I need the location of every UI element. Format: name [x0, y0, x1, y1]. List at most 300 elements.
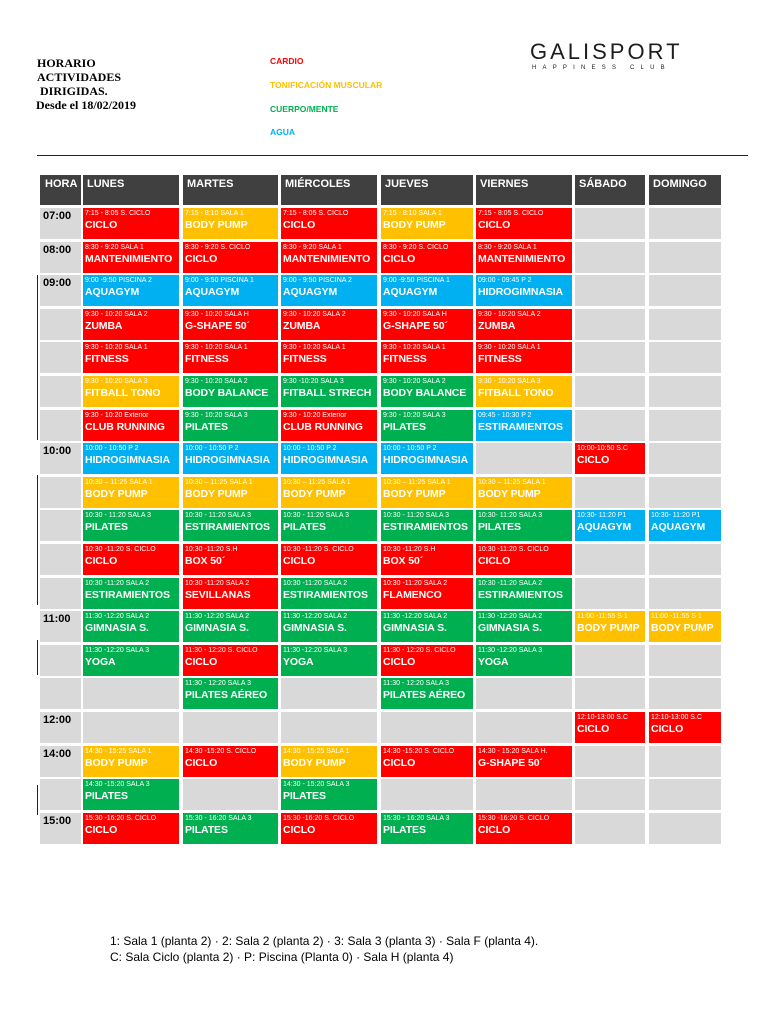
- class-name: BODY PUMP: [283, 488, 346, 500]
- empty-slot: [281, 678, 377, 709]
- empty-slot: [649, 242, 721, 273]
- class-time: 10:30 -11:20 S. CICLO: [283, 546, 354, 553]
- class-time: 8:30 - 9:20 SALA 1: [283, 244, 342, 251]
- class-slot: [381, 645, 473, 676]
- class-name: BODY BALANCE: [185, 387, 269, 399]
- class-slot: [83, 746, 179, 777]
- class-slot: [83, 376, 179, 407]
- class-name: CICLO: [283, 555, 316, 567]
- time-cell: 14:00: [40, 746, 81, 777]
- class-name: CICLO: [85, 555, 118, 567]
- class-name: BODY PUMP: [283, 757, 346, 769]
- empty-slot: [649, 342, 721, 373]
- time-cell: 12:00: [40, 712, 81, 743]
- empty-slot: [575, 275, 645, 306]
- class-time: 9:30 - 10:20 SALA 3: [185, 412, 248, 419]
- class-slot: [575, 611, 645, 642]
- class-time: 10:30 -11:20 S. CICLO: [478, 546, 549, 553]
- class-name: AQUAGYM: [283, 286, 338, 298]
- class-time: 9:00 -9:50 PISCINA 1: [383, 277, 450, 284]
- class-name: FITBALL STRECH: [283, 387, 372, 399]
- class-time: 11:00 -11:55 S 1: [651, 613, 702, 620]
- class-name: ESTIRAMIENTOS: [478, 589, 563, 601]
- class-time: 10:30 - 11:20 SALA 3: [283, 512, 350, 519]
- class-slot: [381, 813, 473, 844]
- class-name: CICLO: [577, 723, 610, 735]
- class-slot: [281, 342, 377, 373]
- class-slot: [476, 309, 572, 340]
- class-time: 9:00 - 9:50 PISCINA 2: [283, 277, 352, 284]
- class-slot: [575, 510, 645, 541]
- class-time: 11:30 - 12:20 SALA 3: [383, 680, 450, 687]
- class-slot: [381, 410, 473, 441]
- class-time: 14:30 - 15:25 SALA 1: [283, 748, 350, 755]
- margin-line: [37, 475, 38, 605]
- time-cell: 07:00: [40, 208, 81, 239]
- class-name: PILATES: [383, 824, 426, 836]
- class-slot: [476, 611, 572, 642]
- empty-slot: [649, 477, 721, 508]
- class-slot: [281, 443, 377, 474]
- header-divider: [37, 155, 748, 156]
- class-name: YOGA: [478, 656, 509, 668]
- class-time: 09:00 - 09:45 P 2: [478, 277, 532, 284]
- class-time: 9:30 - 10:20 SALA 1: [85, 344, 148, 351]
- empty-slot: [83, 712, 179, 743]
- title-line: ACTIVIDADES: [37, 70, 122, 84]
- class-time: 10:30 -11:20 S.H: [383, 546, 436, 553]
- class-slot: [183, 645, 278, 676]
- class-slot: [281, 746, 377, 777]
- empty-slot: [649, 208, 721, 239]
- class-time: 11:30 -12:20 SALA 2: [283, 613, 348, 620]
- class-time: 8:30 - 9:20 S. CICLO: [185, 244, 251, 251]
- empty-slot: [575, 376, 645, 407]
- class-slot: [381, 477, 473, 508]
- column-header: SÁBADO: [575, 175, 645, 205]
- margin-line: [37, 275, 38, 440]
- class-name: PILATES: [283, 521, 326, 533]
- class-name: BODY PUMP: [478, 488, 541, 500]
- margin-line: [37, 785, 38, 815]
- class-name: FITNESS: [383, 353, 427, 365]
- class-time: 10:30 - 11:20 SALA 3: [185, 512, 252, 519]
- class-slot: [183, 342, 278, 373]
- class-time: 9:30 - 10:20 SALA 3: [478, 378, 541, 385]
- time-cell: [40, 578, 81, 609]
- class-time: 14:30 -15:20 SALA 3: [85, 781, 150, 788]
- margin-line: [37, 640, 38, 675]
- class-time: 10:30 – 11:25 SALA 1: [383, 479, 451, 486]
- class-time: 9:30 - 10:20 Exterior: [85, 412, 149, 419]
- class-slot: [83, 309, 179, 340]
- class-slot: [183, 477, 278, 508]
- class-slot: [83, 645, 179, 676]
- class-time: 8:30 - 9:20 S. CICLO: [383, 244, 449, 251]
- class-name: BODY PUMP: [85, 757, 148, 769]
- class-name: BODY PUMP: [85, 488, 148, 500]
- time-cell: [40, 510, 81, 541]
- legend-tonificacion: TONIFICACIÓN MUSCULAR: [270, 80, 383, 90]
- class-name: AQUAGYM: [577, 521, 632, 533]
- class-name: GIMNASIA S.: [283, 622, 347, 634]
- class-name: BODY PUMP: [185, 219, 248, 231]
- class-time: 15:30 -16:20 S. CICLO: [85, 815, 157, 822]
- column-header: MIÉRCOLES: [281, 175, 377, 205]
- time-cell: 11:00: [40, 611, 81, 642]
- class-slot: [575, 443, 645, 474]
- class-slot: [183, 376, 278, 407]
- class-name: HIDROGIMNASIA: [478, 286, 564, 298]
- class-name: CICLO: [283, 824, 316, 836]
- class-slot: [381, 376, 473, 407]
- class-name: CICLO: [85, 219, 118, 231]
- class-time: 9:30 - 10:20 SALA 3: [383, 412, 446, 419]
- time-cell: 09:00: [40, 275, 81, 306]
- class-time: 10:30 – 11:25 SALA 1: [478, 479, 546, 486]
- time-cell: [40, 678, 81, 709]
- empty-slot: [476, 712, 572, 743]
- class-time: 9:00 - 9:50 PISCINA 1: [185, 277, 254, 284]
- class-name: PILATES: [283, 790, 326, 802]
- class-name: HIDROGIMNASIA: [383, 454, 469, 466]
- class-slot: [83, 208, 179, 239]
- class-slot: [381, 443, 473, 474]
- class-time: 9:30 - 10:20 SALA 3: [85, 378, 148, 385]
- class-time: 7:15 - 8:05 S. CICLO: [478, 210, 544, 217]
- class-name: GIMNASIA S.: [383, 622, 447, 634]
- empty-slot: [381, 779, 473, 810]
- class-time: 9:30 - 10:20 SALA H: [383, 311, 447, 318]
- class-name: ESTIRAMIENTOS: [85, 589, 170, 601]
- class-slot: [381, 309, 473, 340]
- class-name: BODY BALANCE: [383, 387, 467, 399]
- empty-slot: [575, 242, 645, 273]
- class-time: 11:00 -11:55 S 1: [577, 613, 628, 620]
- class-slot: [83, 275, 179, 306]
- logo-tagline: HAPPINESS CLUB: [532, 65, 671, 71]
- class-slot: [476, 342, 572, 373]
- class-time: 11:30 -12:20 SALA 3: [478, 647, 543, 654]
- class-name: ESTIRAMIENTOS: [185, 521, 270, 533]
- class-time: 7:15 - 8:10 SALA 1: [185, 210, 244, 217]
- class-time: 9:30 -10:20 SALA 3: [283, 378, 344, 385]
- column-header: VIERNES: [476, 175, 572, 205]
- empty-slot: [575, 342, 645, 373]
- class-slot: [649, 611, 721, 642]
- class-slot: [476, 208, 572, 239]
- class-slot: [83, 242, 179, 273]
- time-cell: 15:00: [40, 813, 81, 844]
- class-slot: [183, 813, 278, 844]
- class-slot: [381, 242, 473, 273]
- class-slot: [183, 443, 278, 474]
- time-cell: [40, 477, 81, 508]
- class-slot: [281, 376, 377, 407]
- empty-slot: [575, 309, 645, 340]
- class-time: 11:30 - 12:20 SALA 3: [185, 680, 252, 687]
- class-name: PILATES: [85, 790, 128, 802]
- class-name: HIDROGIMNASIA: [85, 454, 171, 466]
- class-slot: [281, 544, 377, 575]
- class-slot: [281, 645, 377, 676]
- class-name: BOX 50´: [383, 555, 424, 567]
- empty-slot: [83, 678, 179, 709]
- class-name: PILATES: [185, 421, 228, 433]
- title-line: DIRIGIDAS.: [40, 84, 108, 98]
- class-slot: [381, 510, 473, 541]
- empty-slot: [575, 645, 645, 676]
- class-slot: [83, 544, 179, 575]
- class-name: CICLO: [383, 656, 416, 668]
- empty-slot: [183, 712, 278, 743]
- class-slot: [183, 275, 278, 306]
- class-time: 09:45 - 10:30 P 2: [478, 412, 532, 419]
- class-name: BODY PUMP: [651, 622, 714, 634]
- class-name: FITNESS: [185, 353, 229, 365]
- empty-slot: [476, 678, 572, 709]
- class-time: 9:30 - 10:20 SALA H: [185, 311, 249, 318]
- class-time: 14:30 - 15:20 SALA 3: [283, 781, 350, 788]
- column-header: HORA: [40, 175, 81, 205]
- class-time: 15:30 -16:20 S. CICLO: [283, 815, 355, 822]
- class-slot: [381, 746, 473, 777]
- time-cell: [40, 342, 81, 373]
- class-time: 10:30 -11:20 SALA 2: [478, 580, 543, 587]
- class-slot: [476, 544, 572, 575]
- class-time: 7:15 - 8:10 SALA 1: [383, 210, 442, 217]
- class-slot: [83, 410, 179, 441]
- class-time: 15:30 -16:20 S. CICLO: [478, 815, 550, 822]
- class-name: PILATES AÉREO: [185, 689, 268, 701]
- time-cell: [40, 376, 81, 407]
- empty-slot: [575, 578, 645, 609]
- class-slot: [281, 578, 377, 609]
- title-line: Desde el 18/02/2019: [36, 98, 136, 112]
- class-name: BODY PUMP: [185, 488, 248, 500]
- class-slot: [83, 578, 179, 609]
- class-slot: [281, 611, 377, 642]
- class-time: 14:30 - 15:25 SALA 1: [85, 748, 152, 755]
- class-slot: [281, 410, 377, 441]
- class-slot: [281, 813, 377, 844]
- class-time: 10:00 - 10:50 P 2: [85, 445, 139, 452]
- class-name: ZUMBA: [478, 320, 516, 332]
- class-name: GIMNASIA S.: [85, 622, 149, 634]
- class-time: 12:10-13:00 S.C: [651, 714, 702, 721]
- class-time: 11:30 -12:20 SALA 2: [383, 613, 448, 620]
- class-name: PILATES: [185, 824, 228, 836]
- empty-slot: [649, 678, 721, 709]
- class-slot: [381, 678, 473, 709]
- class-name: G-SHAPE 50´: [478, 757, 543, 769]
- class-name: YOGA: [283, 656, 314, 668]
- class-slot: [83, 510, 179, 541]
- empty-slot: [575, 544, 645, 575]
- class-time: 8:30 - 9:20 SALA 1: [478, 244, 537, 251]
- class-time: 7:15 - 8:05 S. CICLO: [283, 210, 349, 217]
- class-slot: [183, 611, 278, 642]
- time-cell: [40, 779, 81, 810]
- class-name: CICLO: [478, 824, 511, 836]
- class-time: 9:00 -9:50 PISCINA 2: [85, 277, 152, 284]
- class-name: ZUMBA: [283, 320, 321, 332]
- column-header: JUEVES: [381, 175, 473, 205]
- class-name: CICLO: [651, 723, 684, 735]
- class-time: 12:10-13:00 S.C: [577, 714, 628, 721]
- class-name: CICLO: [478, 219, 511, 231]
- class-name: CICLO: [85, 824, 118, 836]
- class-time: 9:30 - 10:20 SALA 2: [383, 378, 446, 385]
- class-slot: [281, 510, 377, 541]
- class-slot: [381, 208, 473, 239]
- class-time: 10:00-10:50 S.C: [577, 445, 628, 452]
- empty-slot: [649, 746, 721, 777]
- class-name: GIMNASIA S.: [185, 622, 249, 634]
- class-name: YOGA: [85, 656, 116, 668]
- empty-slot: [649, 779, 721, 810]
- class-time: 14:30 - 15:20 SALA H.: [478, 748, 548, 755]
- class-name: CICLO: [283, 219, 316, 231]
- class-slot: [476, 510, 572, 541]
- time-cell: [40, 309, 81, 340]
- class-time: 9:30 - 10:20 SALA 2: [85, 311, 148, 318]
- class-name: ESTIRAMIENTOS: [478, 421, 563, 433]
- class-name: FITNESS: [283, 353, 327, 365]
- class-name: MANTENIMIENTO: [85, 253, 173, 265]
- class-slot: [476, 578, 572, 609]
- class-name: ESTIRAMIENTOS: [283, 589, 368, 601]
- class-slot: [83, 611, 179, 642]
- class-time: 10:30 -11:20 S. CICLO: [85, 546, 156, 553]
- class-name: CLUB RUNNING: [283, 421, 363, 433]
- class-slot: [476, 242, 572, 273]
- class-name: PILATES: [478, 521, 521, 533]
- class-time: 10:30 – 11:25 SALA 1: [185, 479, 253, 486]
- class-slot: [381, 611, 473, 642]
- class-name: CICLO: [383, 253, 416, 265]
- empty-slot: [649, 443, 721, 474]
- empty-slot: [575, 410, 645, 441]
- class-name: FLAMENCO: [383, 589, 442, 601]
- class-time: 10:00 - 10:50 P 2: [383, 445, 437, 452]
- class-name: CLUB RUNNING: [85, 421, 165, 433]
- empty-slot: [381, 712, 473, 743]
- class-name: CICLO: [577, 454, 610, 466]
- class-time: 11:30 -12:20 SALA 2: [478, 613, 543, 620]
- class-time: 10:30 -11:20 SALA 2: [283, 580, 348, 587]
- class-time: 9:30 - 10:20 Exterior: [283, 412, 347, 419]
- empty-slot: [575, 746, 645, 777]
- class-name: BOX 50´: [185, 555, 226, 567]
- class-time: 9:30 - 10:20 SALA 1: [283, 344, 346, 351]
- class-time: 9:30 - 10:20 SALA 2: [185, 378, 248, 385]
- class-name: AQUAGYM: [185, 286, 240, 298]
- class-slot: [83, 813, 179, 844]
- class-name: BODY PUMP: [383, 488, 446, 500]
- class-slot: [381, 275, 473, 306]
- class-slot: [476, 477, 572, 508]
- class-time: 14:30 -15:20 S. CICLO: [383, 748, 455, 755]
- class-slot: [183, 746, 278, 777]
- class-name: SEVILLANAS: [185, 589, 251, 601]
- class-time: 15:30 - 16:20 SALA 3: [185, 815, 252, 822]
- class-slot: [476, 376, 572, 407]
- class-name: FITBALL TONO: [478, 387, 554, 399]
- class-slot: [83, 779, 179, 810]
- class-slot: [476, 645, 572, 676]
- class-slot: [281, 477, 377, 508]
- empty-slot: [649, 410, 721, 441]
- empty-slot: [281, 712, 377, 743]
- class-time: 11:30 -12:20 SALA 3: [283, 647, 348, 654]
- legend-agua: AGUA: [270, 127, 296, 137]
- class-time: 11:30 -12:20 SALA 2: [85, 613, 150, 620]
- class-slot: [381, 544, 473, 575]
- title-line: HORARIO: [37, 56, 96, 70]
- class-time: 10:30 -11:20 SALA 2: [85, 580, 150, 587]
- class-time: 11:30 - 12:20 S. CICLO: [383, 647, 456, 654]
- class-slot: [83, 443, 179, 474]
- class-time: 14:30 -15:20 S. CICLO: [185, 748, 257, 755]
- empty-slot: [476, 779, 572, 810]
- class-time: 10:30 -11:20 S.H: [185, 546, 238, 553]
- empty-slot: [183, 779, 278, 810]
- class-slot: [281, 309, 377, 340]
- class-name: PILATES AÉREO: [383, 689, 466, 701]
- empty-slot: [476, 443, 572, 474]
- schedule-title: [37, 56, 136, 112]
- room-legend-line: 1: Sala 1 (planta 2) · 2: Sala 2 (planta 2) · 3: Sala 3 (planta 3) · Sala F (planta 4).: [110, 934, 539, 948]
- time-cell: [40, 410, 81, 441]
- class-time: 10:30- 11:20 SALA 3: [478, 512, 543, 519]
- class-slot: [183, 510, 278, 541]
- empty-slot: [649, 578, 721, 609]
- class-time: 10:30 – 11:25 SALA 1: [283, 479, 351, 486]
- empty-slot: [575, 779, 645, 810]
- class-time: 10:00 - 10:50 P 2: [283, 445, 337, 452]
- empty-slot: [649, 275, 721, 306]
- class-time: 9:30 - 10:20 SALA 1: [185, 344, 248, 351]
- room-legend: [110, 933, 538, 965]
- class-slot: [183, 544, 278, 575]
- empty-slot: [575, 208, 645, 239]
- empty-slot: [575, 477, 645, 508]
- empty-slot: [575, 813, 645, 844]
- class-time: 9:30 - 10:20 SALA 2: [283, 311, 346, 318]
- class-slot: [381, 342, 473, 373]
- class-slot: [649, 510, 721, 541]
- class-time: 8:30 - 9:20 SALA 1: [85, 244, 144, 251]
- class-name: ESTIRAMIENTOS: [383, 521, 468, 533]
- class-name: PILATES: [85, 521, 128, 533]
- class-name: AQUAGYM: [85, 286, 140, 298]
- class-time: 9:30 - 10:20 SALA 1: [383, 344, 446, 351]
- class-slot: [281, 275, 377, 306]
- room-legend-line: C: Sala Ciclo (planta 2) · P: Piscina (Planta 0) · Sala H (planta 4): [110, 950, 454, 964]
- column-header: DOMINGO: [649, 175, 721, 205]
- class-slot: [476, 410, 572, 441]
- legend-cuerpo-mente: CUERPO/MENTE: [270, 104, 339, 114]
- empty-slot: [649, 376, 721, 407]
- class-slot: [476, 746, 572, 777]
- class-slot: [281, 208, 377, 239]
- class-slot: [476, 813, 572, 844]
- class-name: ZUMBA: [85, 320, 123, 332]
- empty-slot: [649, 309, 721, 340]
- class-slot: [83, 477, 179, 508]
- class-name: CICLO: [185, 253, 218, 265]
